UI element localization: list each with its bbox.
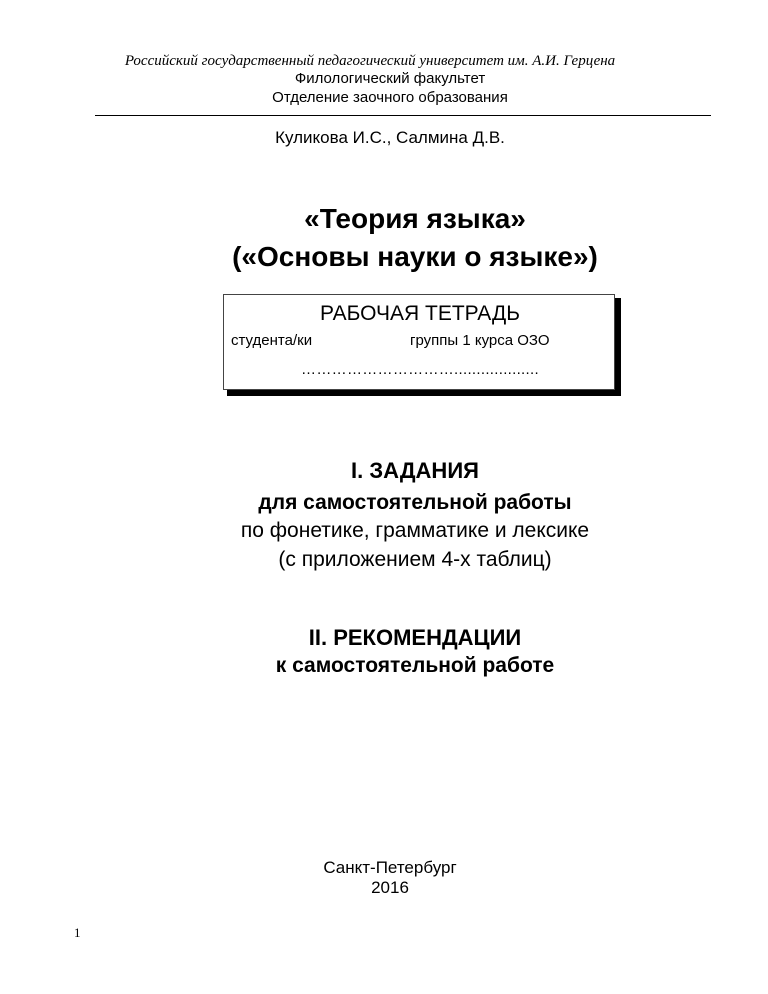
name-blank-line: …………………………................... (301, 361, 539, 378)
document-title: «Теория языка» (304, 203, 526, 234)
section-1-line-2: (с приложением 4-х таблиц) (278, 548, 552, 571)
section-1-heading: I. ЗАДАНИЯ (351, 458, 479, 483)
section-2-heading: II. РЕКОМЕНДАЦИИ (308, 625, 522, 650)
section-1-subheading: для самостоятельной работы (258, 491, 572, 514)
workbook-box (223, 294, 615, 390)
page-number: 1 (74, 925, 81, 940)
city: Санкт-Петербург (323, 858, 457, 877)
group-label: группы 1 курса ОЗО (410, 332, 550, 349)
student-label: студента/ки (231, 332, 313, 349)
faculty-name: Филологический факультет (294, 70, 486, 87)
workbook-title: РАБОЧАЯ ТЕТРАДЬ (319, 302, 520, 325)
section-1-line-1: по фонетике, грамматике и лексике (240, 519, 590, 542)
section-2-subheading: к самостоятельной работе (275, 654, 555, 677)
authors: Куликова И.С., Салмина Д.В. (275, 128, 505, 147)
department-name: Отделение заочного образования (272, 89, 508, 106)
header-divider (95, 115, 711, 116)
document-subtitle: («Основы науки о языке») (232, 241, 598, 272)
year: 2016 (371, 878, 409, 897)
university-name: Российский государственный педагогический университет им. А.И. Герцена (124, 53, 616, 69)
